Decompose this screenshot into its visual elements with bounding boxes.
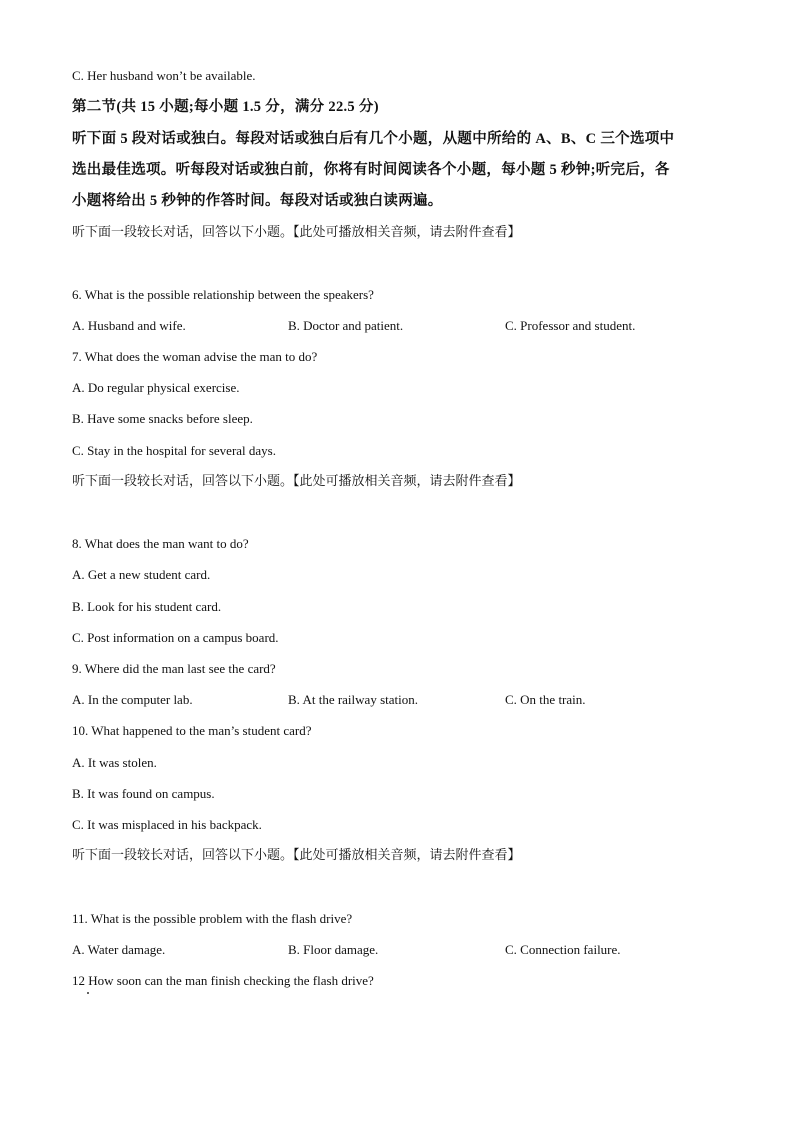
option-b: B. Doctor and patient. bbox=[288, 318, 404, 333]
option-b: B. It was found on campus. bbox=[72, 786, 215, 801]
option-c: C. Connection failure. bbox=[505, 942, 621, 957]
option-a: A. In the computer lab. bbox=[72, 692, 193, 707]
stray-dot bbox=[87, 992, 89, 994]
instructions-line-2: 选出最佳选项。听每段对话或独白前，你将有时间阅读各个小题，每小题 5 秒钟;听完后，各 bbox=[72, 162, 670, 178]
audio-note: 听下面一段较长对话，回答以下小题。【此处可播放相关音频，请去附件查看】 bbox=[72, 225, 521, 240]
option-c: C. Stay in the hospital for several days. bbox=[72, 443, 276, 458]
option-a: A. Do regular physical exercise. bbox=[72, 380, 240, 395]
option-a: A. Water damage. bbox=[72, 942, 166, 957]
option-b: B. Floor damage. bbox=[288, 942, 379, 957]
audio-note: 听下面一段较长对话，回答以下小题。【此处可播放相关音频，请去附件查看】 bbox=[72, 848, 521, 863]
option-c: C. Professor and student. bbox=[505, 318, 636, 333]
audio-note: 听下面一段较长对话，回答以下小题。【此处可播放相关音频，请去附件查看】 bbox=[72, 474, 521, 489]
section-title: 第二节(共 15 小题;每小题 1.5 分，满分 22.5 分) bbox=[72, 99, 379, 115]
option-c-q5: C. Her husband won’t be available. bbox=[72, 68, 256, 83]
question-stem: 11. What is the possible problem with the flash drive? bbox=[72, 911, 353, 926]
option-a: A. Get a new student card. bbox=[72, 567, 211, 582]
option-a: A. Husband and wife. bbox=[72, 318, 186, 333]
option-c: C. It was misplaced in his backpack. bbox=[72, 817, 262, 832]
option-b: B. Have some snacks before sleep. bbox=[72, 411, 253, 426]
question-stem: 8. What does the man want to do? bbox=[72, 536, 249, 551]
option-b: B. At the railway station. bbox=[288, 692, 418, 707]
question-stem: 7. What does the woman advise the man to do? bbox=[72, 349, 318, 364]
instructions-line-3: 小题将给出 5 秒钟的作答时间。每段对话或独白读两遍。 bbox=[72, 193, 443, 209]
question-stem: 6. What is the possible relationship between the speakers? bbox=[72, 287, 374, 302]
question-stem: 9. Where did the man last see the card? bbox=[72, 661, 276, 676]
option-c: C. Post information on a campus board. bbox=[72, 630, 279, 645]
instructions-line-1: 听下面 5 段对话或独白。每段对话或独白后有几个小题，从题中所给的 A、B、C 三个选项中 bbox=[72, 131, 675, 147]
option-c: C. On the train. bbox=[505, 692, 586, 707]
question-stem: 12 How soon can the man finish checking the flash drive? bbox=[72, 973, 374, 988]
option-b: B. Look for his student card. bbox=[72, 599, 222, 614]
question-stem: 10. What happened to the man’s student card? bbox=[72, 723, 312, 738]
option-a: A. It was stolen. bbox=[72, 755, 157, 770]
